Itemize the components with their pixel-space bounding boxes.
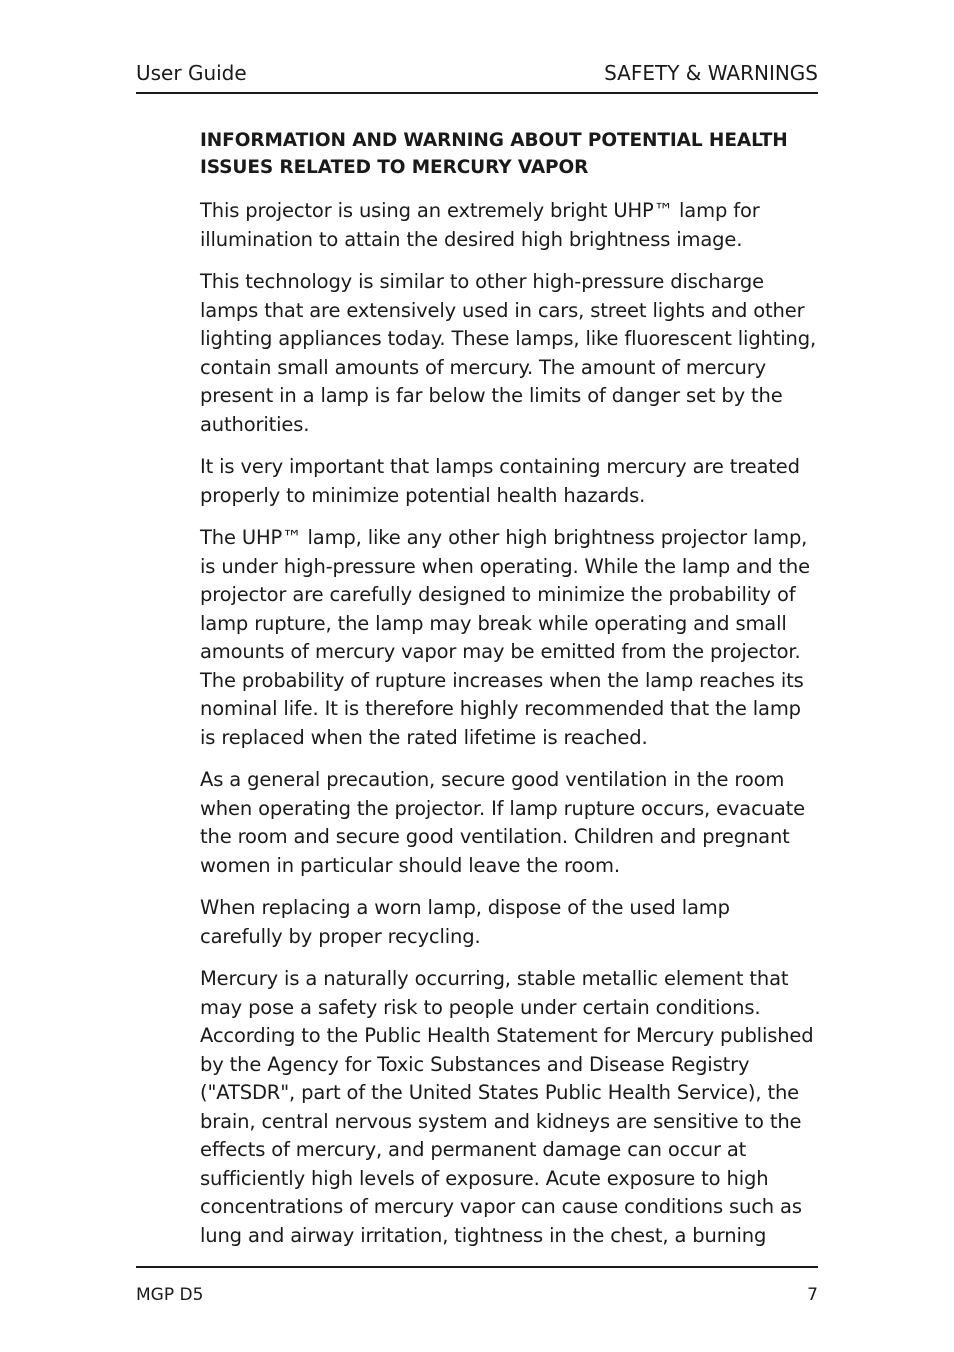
paragraph-ventilation-precaution: As a general precaution, secure good ventilation in the room when operating the projector. If lamp rupture occurs, evacuate the room and secure good ventilation. Children and pregnant women in particular should leave the room. (200, 768, 806, 877)
paragraph-proper-treatment: It is very important that lamps containing mercury are treated properly to minimize potential health hazards. (200, 455, 800, 507)
page-content (200, 127, 818, 1264)
page-number: 7 (807, 1285, 818, 1305)
page-header (136, 60, 818, 94)
paragraph-lamp-rupture: The UHP™ lamp, like any other high brightness projector lamp, is under high-pressure when operating. While the lamp and the projector are carefully designed to minimize the probability of lamp rupture, the lamp may break while operating and small amounts of mercury vapor may be emitted from the projector. The probability of rupture increases when the lamp reaches its nominal life. It is therefore highly recommended that the lamp is replaced when the rated lifetime is reached. (200, 526, 810, 749)
paragraph-mercury-health-effects: Mercury is a naturally occurring, stable metallic element that may pose a safety risk to people under certain conditions. According to the Public Health Statement for Mercury published by the Agency for Toxic Substances and Disease Registry ("ATSDR", part of the United States Public Health Service), the brain, central nervous system and kidneys are sensitive to the effects of mercury, and permanent damage can occur at sufficiently high levels of exposure. Acute exposure to high concentrations of mercury vapor can cause conditions such as lung and airway irritation, tightness in the chest, a burning (200, 967, 814, 1247)
paragraph-lamp-disposal: When replacing a worn lamp, dispose of the used lamp carefully by proper recycling. (200, 896, 730, 948)
header-section-title: SAFETY & WARNINGS (604, 61, 818, 85)
paragraph-uhp-lamp-intro: This projector is using an extremely bright UHP™ lamp for illumination to attain the desired high brightness image. (200, 199, 760, 251)
paragraph-discharge-lamp-technology: This technology is similar to other high-pressure discharge lamps that are extensively used in cars, street lights and other lighting appliances today. These lamps, like fluorescent lighting, contain small amounts of mercury. The amount of mercury present in a lamp is far below the limits of danger set by the authorities. (200, 270, 817, 436)
section-heading: INFORMATION AND WARNING ABOUT POTENTIAL HEALTH ISSUES RELATED TO MERCURY VAPOR (200, 130, 788, 178)
page-footer (136, 1266, 818, 1310)
footer-product-name: MGP D5 (136, 1285, 204, 1305)
header-document-title: User Guide (136, 61, 247, 85)
